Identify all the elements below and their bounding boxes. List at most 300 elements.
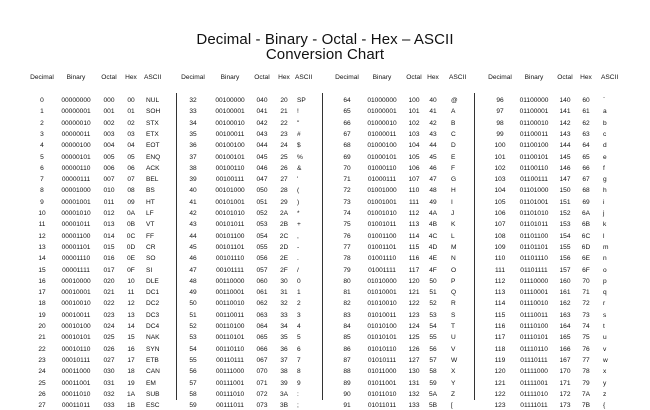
- cell-ascii: ACK: [146, 164, 160, 172]
- cell-binary: 01110000: [519, 277, 549, 285]
- cell-binary: 01101111: [520, 266, 548, 274]
- cell-ascii: H: [451, 187, 456, 195]
- cell-decimal: 79: [343, 266, 351, 274]
- cell-octal: 156: [559, 255, 571, 263]
- cell-binary: 00111010: [215, 390, 245, 398]
- cell-decimal: 9: [40, 198, 44, 206]
- cell-decimal: 78: [343, 255, 351, 263]
- cell-decimal: 20: [38, 323, 46, 330]
- cell-ascii: U: [451, 334, 456, 342]
- cell-ascii: HT: [146, 198, 155, 206]
- cell-hex: 03: [127, 130, 135, 138]
- header-ascii: ASCII: [449, 74, 467, 81]
- cell-binary: 00110110: [215, 345, 245, 353]
- cell-binary: 00110100: [215, 323, 245, 330]
- cell-decimal: 0: [40, 97, 44, 104]
- cell-decimal: 12: [38, 232, 46, 240]
- cell-ascii: Z: [451, 390, 456, 398]
- cell-decimal: 80: [343, 277, 351, 285]
- cell-octal: 053: [256, 221, 268, 229]
- cell-hex: 7A: [581, 390, 591, 398]
- cell-hex: 70: [582, 277, 590, 285]
- cell-binary: 01001100: [367, 232, 397, 240]
- cell-ascii: +: [297, 221, 301, 229]
- cell-octal: 157: [559, 266, 571, 274]
- cell-ascii: {: [603, 402, 606, 410]
- cell-decimal: 45: [189, 243, 197, 251]
- cell-hex: 0C: [126, 232, 136, 240]
- cell-binary: 00001011: [61, 221, 91, 229]
- cell-decimal: 68: [343, 142, 351, 150]
- cell-ascii: -: [297, 243, 300, 251]
- cell-hex: 77: [582, 356, 590, 364]
- cell-decimal: 83: [343, 311, 351, 319]
- cell-octal: 173: [559, 402, 571, 410]
- cell-hex: 58: [429, 368, 437, 376]
- cell-binary: 00000110: [61, 164, 91, 172]
- cell-decimal: 50: [189, 300, 197, 308]
- cell-decimal: 38: [189, 164, 197, 172]
- cell-hex: 68: [582, 187, 590, 195]
- cell-ascii: X: [451, 368, 456, 376]
- cell-binary: 00111000: [215, 368, 245, 376]
- cell-hex: 6E: [581, 255, 591, 263]
- cell-octal: 022: [103, 300, 115, 308]
- cell-binary: 01000110: [367, 164, 397, 172]
- cell-ascii: A: [451, 108, 456, 116]
- cell-binary: 01110011: [520, 311, 548, 319]
- cell-hex: 46: [429, 164, 437, 172]
- cell-decimal: 116: [494, 323, 506, 330]
- cell-ascii: ;: [297, 402, 299, 410]
- cell-octal: 021: [103, 289, 115, 297]
- header-octal: Octal: [254, 74, 270, 81]
- cell-octal: 054: [256, 232, 268, 240]
- cell-octal: 064: [256, 323, 268, 330]
- cell-binary: 01101110: [520, 255, 548, 263]
- cell-binary: 00110111: [216, 356, 244, 364]
- cell-binary: 01101011: [519, 221, 549, 229]
- cell-ascii: 1: [297, 289, 301, 297]
- cell-binary: 01100100: [519, 142, 549, 150]
- cell-octal: 010: [103, 187, 115, 195]
- cell-hex: 62: [582, 119, 590, 127]
- cell-ascii: O: [451, 266, 457, 274]
- header-ascii: ASCII: [295, 74, 313, 81]
- cell-ascii: (: [297, 187, 300, 195]
- cell-hex: 4D: [428, 243, 438, 251]
- cell-octal: 044: [256, 142, 268, 150]
- cell-decimal: 113: [494, 289, 506, 297]
- cell-hex: 1B: [126, 402, 136, 410]
- header-hex: Hex: [278, 74, 290, 81]
- cell-ascii: 4: [297, 323, 301, 330]
- cell-binary: 01000101: [367, 153, 397, 161]
- cell-octal: 111: [408, 198, 420, 206]
- cell-octal: 060: [256, 277, 268, 285]
- cell-binary: 01010011: [367, 311, 397, 319]
- cell-binary: 01001011: [367, 221, 397, 229]
- cell-binary: 00001111: [62, 266, 90, 274]
- cell-ascii: 2: [297, 300, 301, 308]
- cell-ascii: D: [451, 142, 456, 150]
- cell-decimal: 43: [189, 221, 197, 229]
- header-octal: Octal: [406, 74, 422, 81]
- cell-binary: 00000011: [61, 130, 91, 138]
- cell-hex: 0B: [126, 221, 136, 229]
- cell-hex: 02: [127, 119, 135, 127]
- cell-binary: 01001111: [368, 266, 396, 274]
- cell-binary: 00011000: [61, 368, 91, 376]
- cell-octal: 063: [256, 311, 268, 319]
- cell-binary: 00100111: [215, 176, 245, 184]
- cell-octal: 160: [559, 277, 571, 285]
- cell-ascii: DC3: [146, 311, 160, 319]
- cell-decimal: 70: [343, 164, 351, 172]
- cell-binary: 00110101: [215, 334, 245, 342]
- cell-decimal: 18: [38, 300, 46, 308]
- cell-decimal: 100: [494, 142, 506, 150]
- cell-decimal: 13: [38, 243, 46, 251]
- cell-hex: 66: [582, 164, 590, 172]
- cell-binary: 01100010: [519, 119, 549, 127]
- cell-octal: 103: [408, 130, 420, 138]
- cell-octal: 005: [103, 153, 115, 161]
- cell-ascii: SUB: [146, 390, 160, 398]
- cell-hex: 4F: [429, 266, 437, 274]
- cell-hex: 0A: [126, 210, 136, 217]
- cell-binary: 01100011: [519, 130, 549, 138]
- cell-octal: 105: [408, 153, 420, 161]
- cell-octal: 155: [559, 243, 571, 251]
- cell-binary: 01110111: [520, 356, 548, 364]
- cell-ascii: DC2: [146, 300, 160, 308]
- cell-octal: 123: [408, 311, 420, 319]
- cell-binary: 01001101: [367, 243, 397, 251]
- cell-hex: 30: [280, 277, 288, 285]
- cell-binary: 00100011: [215, 130, 245, 138]
- cell-binary: 01010010: [367, 300, 397, 308]
- cell-decimal: 44: [189, 232, 197, 240]
- cell-hex: 35: [280, 334, 288, 342]
- cell-binary: 01111001: [520, 379, 548, 387]
- cell-hex: 32: [280, 300, 288, 308]
- cell-octal: 025: [103, 334, 115, 342]
- cell-binary: 01010101: [367, 334, 397, 342]
- cell-decimal: 21: [38, 334, 46, 342]
- cell-hex: 60: [582, 97, 590, 104]
- cell-hex: 04: [127, 142, 135, 150]
- cell-decimal: 6: [40, 164, 44, 172]
- cell-octal: 012: [103, 210, 115, 217]
- cell-decimal: 32: [189, 97, 197, 104]
- cell-binary: 00110000: [215, 277, 245, 285]
- cell-octal: 104: [408, 142, 420, 150]
- cell-ascii: LF: [146, 210, 154, 217]
- header-ascii: ASCII: [144, 74, 162, 81]
- cell-octal: 117: [408, 266, 420, 274]
- cell-hex: 7B: [581, 402, 591, 410]
- cell-hex: 53: [429, 311, 437, 319]
- cell-hex: 19: [127, 379, 135, 387]
- cell-decimal: 112: [494, 277, 506, 285]
- cell-binary: 01101001: [519, 198, 549, 206]
- cell-hex: 73: [582, 311, 590, 319]
- cell-ascii: N: [451, 255, 456, 263]
- cell-hex: 2F: [280, 266, 288, 274]
- cell-hex: 78: [582, 368, 590, 376]
- cell-binary: 00010011: [61, 311, 91, 319]
- cell-decimal: 85: [343, 334, 351, 342]
- cell-binary: 00010110: [61, 345, 91, 353]
- cell-binary: 01001000: [367, 187, 397, 195]
- cell-binary: 00011010: [61, 390, 91, 398]
- cell-ascii: J: [451, 210, 455, 217]
- chart-title: Decimal - Binary - Octal - Hex – ASCII: [196, 31, 454, 48]
- cell-octal: 072: [256, 390, 268, 398]
- cell-binary: 00001000: [61, 187, 91, 195]
- cell-decimal: 119: [494, 356, 506, 364]
- cell-decimal: 47: [189, 266, 197, 274]
- cell-octal: 042: [256, 119, 268, 127]
- cell-octal: 102: [408, 119, 420, 127]
- cell-decimal: 84: [343, 323, 351, 330]
- cell-decimal: 17: [38, 289, 46, 297]
- cell-decimal: 69: [343, 153, 351, 161]
- cell-binary: 00010000: [61, 277, 91, 285]
- cell-decimal: 58: [189, 390, 197, 398]
- header-binary: Binary: [66, 74, 86, 81]
- cell-binary: 01010001: [367, 289, 397, 297]
- cell-binary: 01110110: [520, 345, 548, 353]
- cell-ascii: q: [603, 289, 607, 297]
- cell-binary: 01101000: [519, 187, 549, 195]
- cell-decimal: 2: [40, 119, 44, 127]
- cell-decimal: 10: [38, 210, 46, 217]
- cell-ascii: S: [451, 311, 456, 319]
- cell-ascii: M: [451, 243, 457, 251]
- cell-hex: 55: [429, 334, 437, 342]
- cell-octal: 101: [408, 108, 420, 116]
- cell-binary: 01011011: [367, 402, 397, 410]
- cell-binary: 01111010: [520, 390, 548, 398]
- cell-decimal: 64: [343, 97, 351, 104]
- cell-binary: 01100110: [519, 164, 549, 172]
- cell-binary: 00001010: [61, 210, 91, 217]
- cell-decimal: 90: [343, 390, 351, 398]
- cell-ascii: 8: [297, 368, 301, 376]
- cell-decimal: 73: [343, 198, 351, 206]
- cell-decimal: 40: [189, 187, 197, 195]
- cell-decimal: 11: [38, 221, 46, 229]
- cell-octal: 033: [103, 402, 115, 410]
- cell-binary: 00001100: [61, 232, 91, 240]
- cell-binary: 00101001: [215, 198, 245, 206]
- cell-ascii: B: [451, 119, 456, 127]
- cell-ascii: ESC: [146, 402, 160, 410]
- cell-octal: 000: [103, 97, 115, 104]
- header-decimal: Decimal: [335, 74, 359, 81]
- cell-binary: 00001001: [61, 198, 91, 206]
- cell-decimal: 59: [189, 402, 197, 410]
- cell-decimal: 15: [38, 266, 46, 274]
- cell-decimal: 99: [496, 130, 504, 138]
- cell-decimal: 35: [189, 130, 197, 138]
- cell-decimal: 115: [494, 311, 506, 319]
- cell-hex: 56: [429, 345, 437, 353]
- cell-ascii: CR: [146, 243, 156, 251]
- cell-octal: 004: [103, 142, 115, 150]
- cell-ascii: BS: [146, 187, 155, 195]
- cell-hex: 57: [429, 356, 437, 364]
- cell-decimal: 110: [494, 255, 506, 263]
- cell-hex: 2A: [279, 210, 289, 217]
- cell-decimal: 81: [343, 289, 351, 297]
- cell-ascii: !: [297, 108, 299, 116]
- cell-binary: 01000001: [367, 108, 397, 116]
- cell-ascii: CAN: [146, 368, 160, 376]
- cell-decimal: 117: [494, 334, 506, 342]
- cell-hex: 6C: [581, 232, 591, 240]
- cell-hex: 5A: [428, 390, 438, 398]
- cell-hex: 3B: [279, 402, 289, 410]
- cell-ascii: ): [297, 198, 300, 206]
- cell-octal: 165: [559, 334, 571, 342]
- cell-hex: 34: [280, 323, 288, 330]
- cell-decimal: 37: [189, 153, 197, 161]
- header-hex: Hex: [125, 74, 137, 81]
- cell-hex: 10: [127, 277, 135, 285]
- cell-binary: 01110010: [519, 300, 549, 308]
- cell-decimal: 67: [343, 130, 351, 138]
- cell-hex: 0D: [126, 243, 136, 251]
- cell-hex: 20: [280, 97, 288, 104]
- cell-octal: 164: [559, 323, 571, 330]
- cell-ascii: i: [603, 198, 605, 206]
- cell-ascii: z: [603, 390, 607, 398]
- cell-hex: 4B: [428, 221, 438, 229]
- cell-ascii: l: [603, 232, 605, 240]
- cell-hex: 01: [127, 108, 135, 116]
- cell-hex: 44: [429, 142, 437, 150]
- cell-decimal: 121: [494, 379, 506, 387]
- cell-binary: 01001001: [367, 198, 397, 206]
- cell-hex: 61: [582, 108, 590, 116]
- cell-binary: 01000111: [367, 176, 397, 184]
- cell-hex: 12: [127, 300, 135, 308]
- cell-ascii: E: [451, 153, 456, 161]
- cell-octal: 113: [408, 221, 420, 229]
- cell-hex: 33: [280, 311, 288, 319]
- cell-ascii: $: [297, 142, 301, 150]
- cell-ascii: ETX: [146, 130, 159, 138]
- cell-decimal: 108: [494, 232, 506, 240]
- cell-binary: 00101101: [215, 243, 245, 251]
- cell-decimal: 102: [494, 164, 506, 172]
- cell-ascii: SP: [297, 97, 306, 104]
- cell-decimal: 25: [38, 379, 46, 387]
- cell-binary: 00101000: [215, 187, 245, 195]
- cell-octal: 161: [559, 289, 571, 297]
- cell-hex: 6F: [582, 266, 590, 274]
- header-hex: Hex: [580, 74, 592, 81]
- cell-decimal: 66: [343, 119, 351, 127]
- cell-ascii: d: [603, 142, 607, 150]
- cell-ascii: 3: [297, 311, 301, 319]
- cell-binary: 00101011: [215, 221, 245, 229]
- cell-octal: 121: [408, 289, 420, 297]
- cell-ascii: x: [603, 368, 607, 376]
- cell-hex: 41: [429, 108, 437, 116]
- cell-binary: 01101100: [519, 232, 549, 240]
- cell-binary: 01100101: [519, 153, 549, 161]
- cell-ascii: n: [603, 255, 607, 263]
- cell-hex: 48: [429, 187, 437, 195]
- cell-hex: 5B: [428, 402, 438, 410]
- cell-hex: 72: [582, 300, 590, 308]
- cell-ascii: .: [297, 255, 299, 263]
- cell-octal: 132: [408, 390, 420, 398]
- cell-octal: 052: [256, 210, 268, 217]
- cell-ascii: u: [603, 334, 607, 342]
- cell-binary: 01011000: [367, 368, 397, 376]
- header-binary: Binary: [524, 74, 544, 81]
- cell-octal: 167: [559, 356, 571, 364]
- cell-decimal: 111: [494, 266, 506, 274]
- cell-ascii: g: [603, 176, 607, 184]
- cell-decimal: 109: [494, 243, 506, 251]
- cell-ascii: /: [297, 266, 299, 274]
- cell-octal: 040: [256, 97, 268, 104]
- cell-ascii: w: [603, 356, 608, 364]
- cell-ascii: NUL: [146, 97, 160, 104]
- cell-ascii: Q: [451, 289, 457, 297]
- cell-hex: 50: [429, 277, 437, 285]
- cell-decimal: 24: [38, 368, 46, 376]
- cell-decimal: 42: [189, 210, 197, 217]
- cell-ascii: DC1: [146, 289, 160, 297]
- cell-hex: 11: [127, 289, 135, 297]
- cell-octal: 130: [408, 368, 420, 376]
- header-binary: Binary: [372, 74, 392, 81]
- cell-decimal: 22: [38, 345, 46, 353]
- cell-binary: 00100001: [215, 108, 245, 116]
- cell-decimal: 51: [189, 311, 197, 319]
- cell-decimal: 52: [189, 323, 197, 330]
- cell-decimal: 106: [494, 210, 506, 217]
- cell-hex: 2E: [279, 255, 289, 263]
- cell-hex: 4E: [428, 255, 438, 263]
- cell-decimal: 74: [343, 210, 351, 217]
- cell-octal: 110: [408, 187, 420, 195]
- cell-decimal: 16: [38, 277, 46, 285]
- cell-octal: 015: [103, 243, 115, 251]
- cell-decimal: 3: [40, 130, 44, 138]
- cell-decimal: 34: [189, 119, 197, 127]
- cell-decimal: 41: [189, 198, 197, 206]
- cell-octal: 013: [103, 221, 115, 229]
- cell-hex: 14: [127, 323, 135, 330]
- cell-binary: 00100100: [215, 142, 245, 150]
- cell-octal: 100: [408, 97, 420, 104]
- cell-decimal: 53: [189, 334, 197, 342]
- cell-hex: 00: [127, 97, 135, 104]
- cell-ascii: e: [603, 153, 607, 161]
- cell-decimal: 8: [40, 187, 44, 195]
- cell-ascii: f: [603, 164, 605, 172]
- cell-ascii: c: [603, 130, 607, 138]
- cell-binary: 01100001: [519, 108, 549, 116]
